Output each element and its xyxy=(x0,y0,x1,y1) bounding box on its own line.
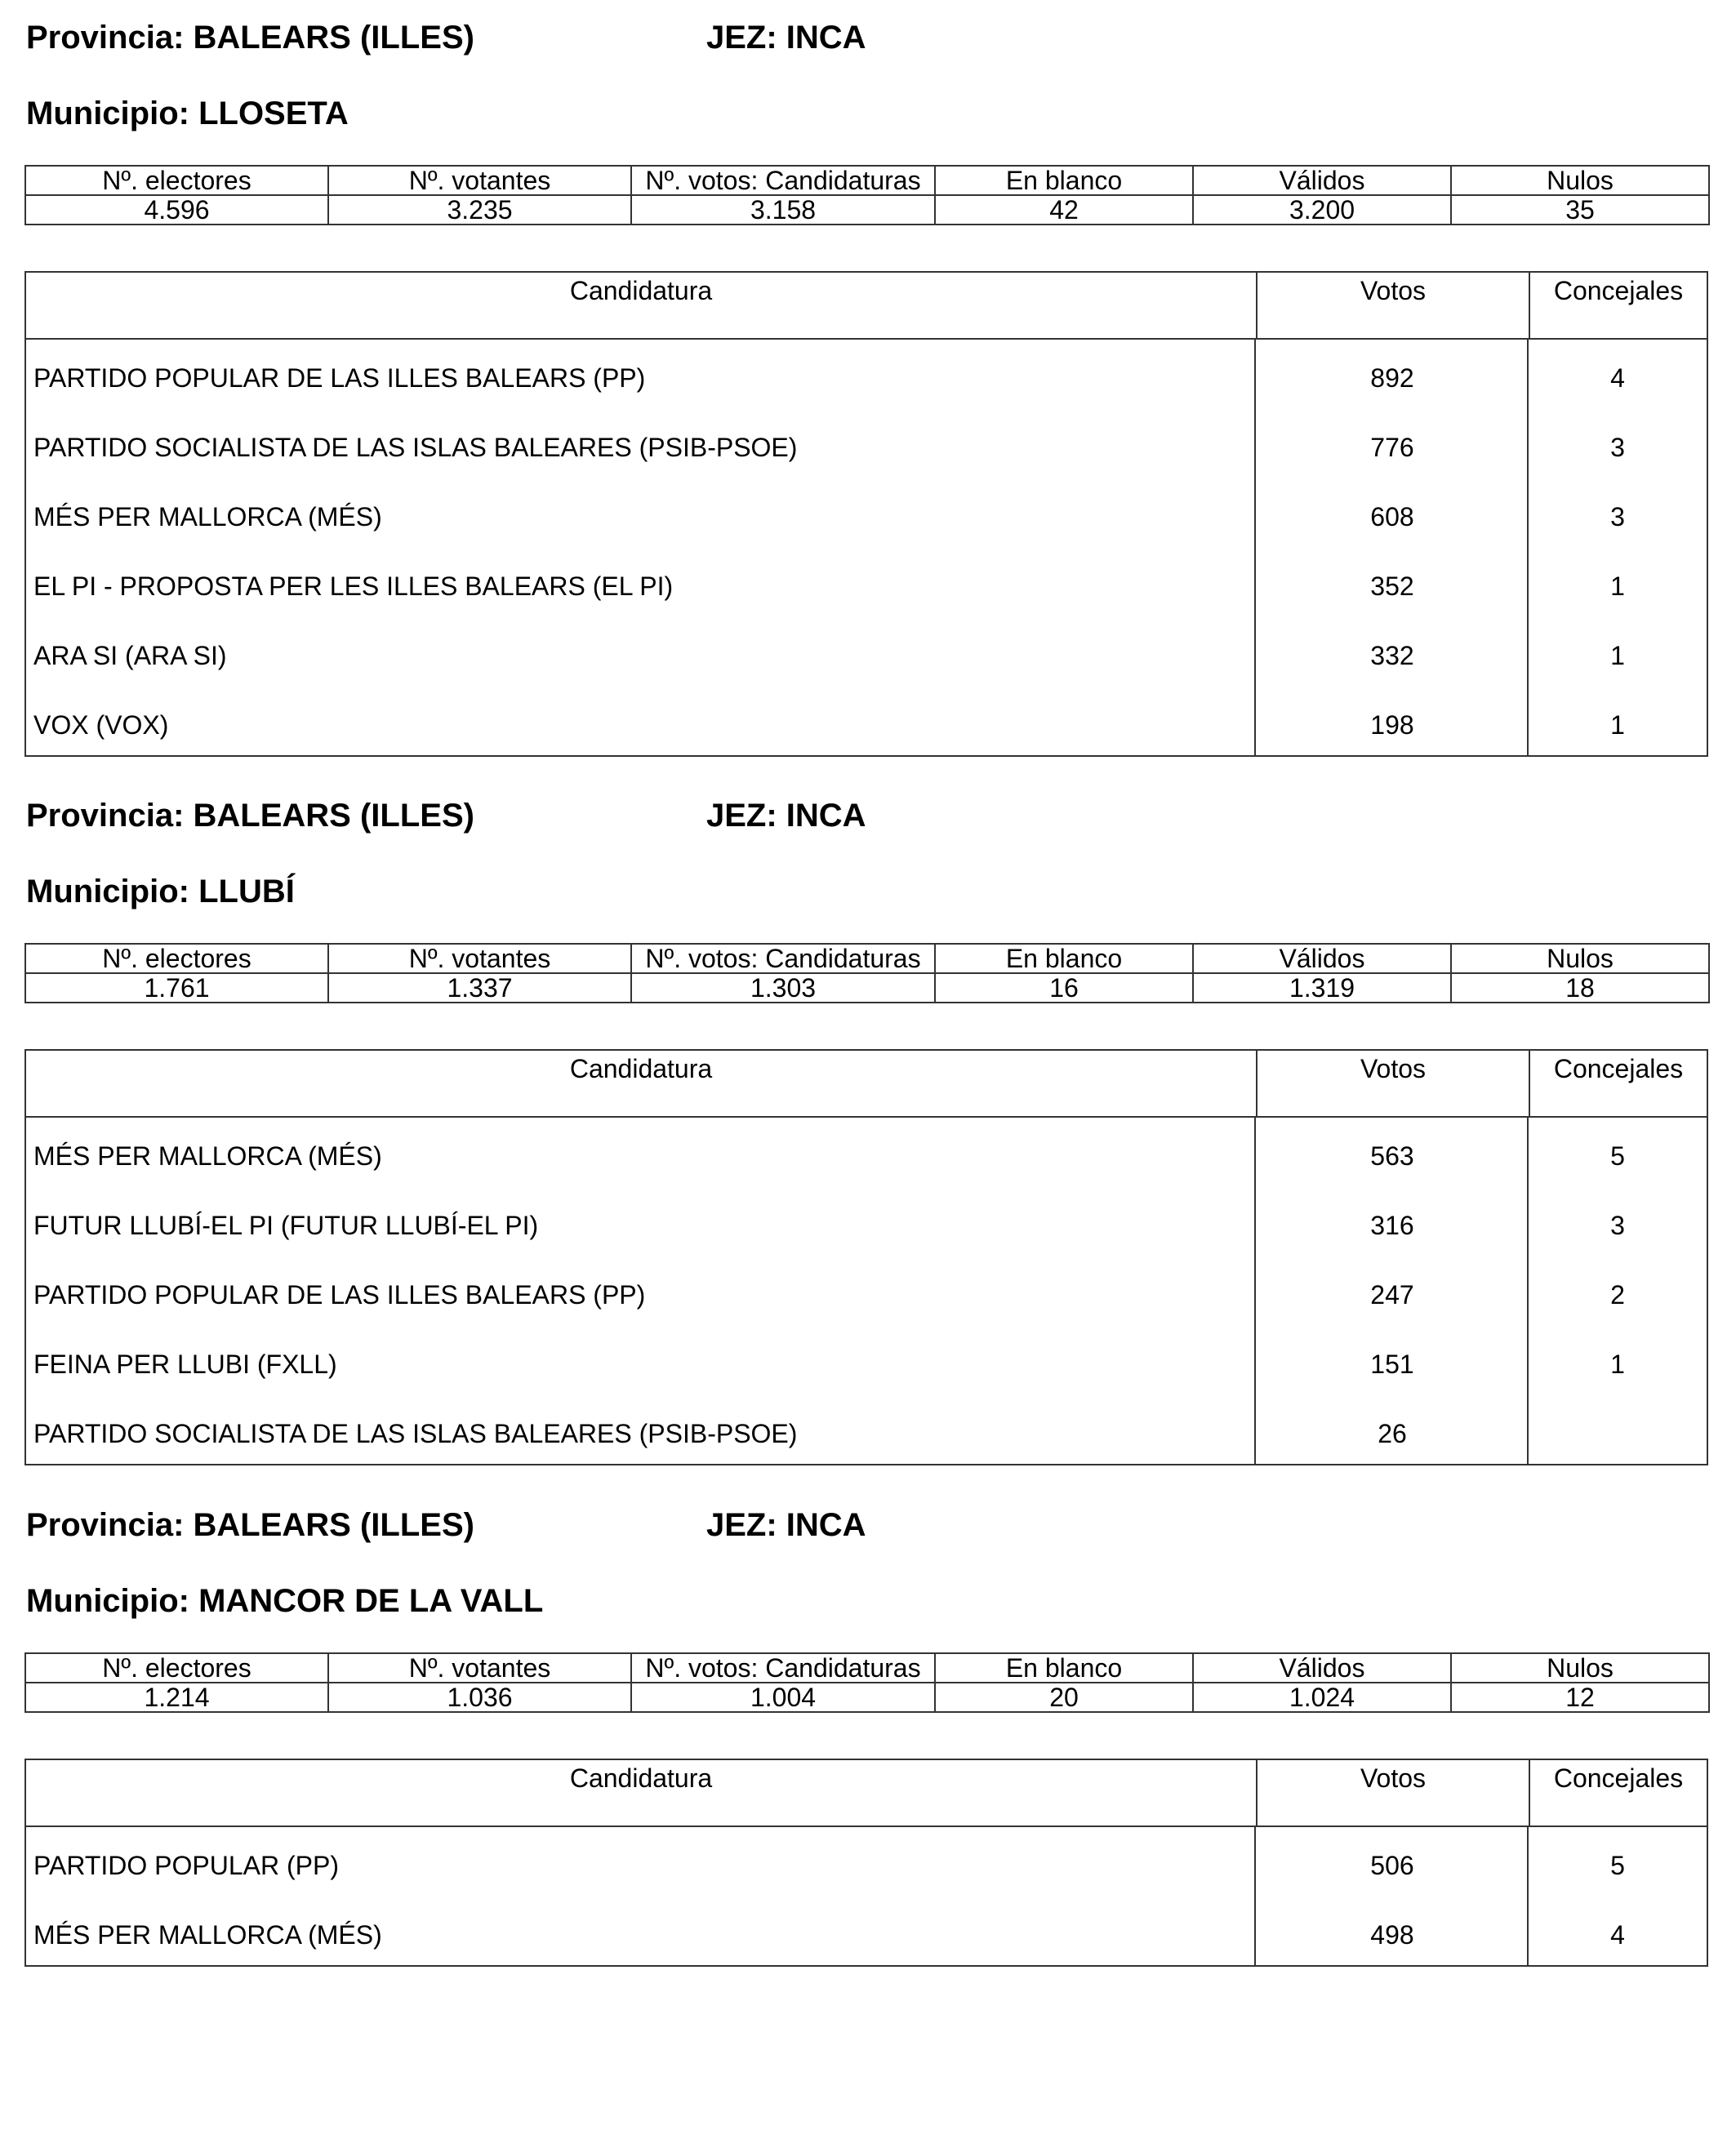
results-table xyxy=(24,1759,1708,1967)
results-header xyxy=(26,273,1707,340)
votos-value: 247 xyxy=(1370,1280,1414,1310)
value-votos-candidaturas: 3.158 xyxy=(631,195,935,225)
header-en-blanco: En blanco xyxy=(935,1653,1193,1683)
header-electores: Nº. electores xyxy=(25,166,328,195)
votos-value: 892 xyxy=(1370,363,1414,393)
candidatura-name: VOX (VOX) xyxy=(33,710,169,740)
header-candidatura: Candidatura xyxy=(569,1054,713,1083)
header-votos-candidaturas: Nº. votos: Candidaturas xyxy=(631,944,935,973)
table-row xyxy=(26,482,1707,552)
table-row xyxy=(26,1191,1707,1261)
votos-value: 563 xyxy=(1370,1141,1414,1171)
header-votos-candidaturas: Nº. votos: Candidaturas xyxy=(631,166,935,195)
header-concejales: Concejales xyxy=(1529,1760,1707,1825)
jez-label: JEZ: INCA xyxy=(706,1507,866,1543)
candidatura-name: PARTIDO POPULAR DE LAS ILLES BALEARS (PP) xyxy=(33,1280,646,1310)
candidatura-name: MÉS PER MALLORCA (MÉS) xyxy=(33,1920,382,1950)
table-row xyxy=(26,691,1707,760)
summary-header-row xyxy=(25,1653,1709,1683)
jez-label: JEZ: INCA xyxy=(706,798,866,834)
summary-value-row xyxy=(25,195,1709,225)
candidatura-name: MÉS PER MALLORCA (MÉS) xyxy=(33,1141,382,1171)
candidatura-name: PARTIDO POPULAR DE LAS ILLES BALEARS (PP) xyxy=(33,363,646,393)
summary-value-row xyxy=(25,973,1709,1003)
value-nulos: 18 xyxy=(1451,973,1709,1003)
header-nulos: Nulos xyxy=(1451,166,1709,195)
summary-value-row xyxy=(25,1683,1709,1712)
results-header xyxy=(26,1760,1707,1827)
value-votantes: 1.036 xyxy=(328,1683,631,1712)
value-validos: 3.200 xyxy=(1193,195,1451,225)
header-votantes: Nº. votantes xyxy=(328,944,631,973)
concejales-value: 1 xyxy=(1610,641,1625,670)
value-electores: 1.761 xyxy=(25,973,328,1003)
municipio-title: Municipio: LLOSETA xyxy=(26,96,349,131)
summary-header-row xyxy=(25,166,1709,195)
concejales-value: 3 xyxy=(1610,502,1625,531)
header-en-blanco: En blanco xyxy=(935,944,1193,973)
votos-value: 26 xyxy=(1378,1419,1407,1448)
summary-header-row xyxy=(25,944,1709,973)
header-electores: Nº. electores xyxy=(25,944,328,973)
header-votantes: Nº. votantes xyxy=(328,1653,631,1683)
municipio-title: Municipio: LLUBÍ xyxy=(26,874,295,909)
header-validos: Válidos xyxy=(1193,166,1451,195)
table-row xyxy=(26,1399,1707,1469)
jez-label: JEZ: INCA xyxy=(706,20,866,56)
candidatura-name: FUTUR LLUBÍ-EL PI (FUTUR LLUBÍ-EL PI) xyxy=(33,1211,539,1240)
candidatura-name: PARTIDO POPULAR (PP) xyxy=(33,1851,339,1880)
concejales-value: 5 xyxy=(1610,1141,1625,1171)
table-row xyxy=(26,1122,1707,1191)
header-nulos: Nulos xyxy=(1451,944,1709,973)
header-votos: Votos xyxy=(1256,1051,1529,1116)
concejales-value: 5 xyxy=(1610,1851,1625,1880)
votos-value: 198 xyxy=(1370,710,1414,740)
value-validos: 1.319 xyxy=(1193,973,1451,1003)
concejales-value: 1 xyxy=(1610,710,1625,740)
table-row xyxy=(26,413,1707,482)
candidatura-name: PARTIDO SOCIALISTA DE LAS ISLAS BALEARES (PSIB-PSOE) xyxy=(33,433,798,462)
summary-table xyxy=(24,165,1710,225)
results-table xyxy=(24,1049,1708,1465)
summary-table xyxy=(24,943,1710,1003)
candidatura-name: FEINA PER LLUBI (FXLL) xyxy=(33,1350,337,1379)
concejales-value: 4 xyxy=(1610,1920,1625,1950)
value-nulos: 12 xyxy=(1451,1683,1709,1712)
table-row xyxy=(26,1261,1707,1330)
header-votos-candidaturas: Nº. votos: Candidaturas xyxy=(631,1653,935,1683)
provincia-label: Provincia: BALEARS (ILLES) xyxy=(26,20,474,56)
header-concejales: Concejales xyxy=(1529,1051,1707,1116)
value-en-blanco: 42 xyxy=(935,195,1193,225)
votos-value: 776 xyxy=(1370,433,1414,462)
votos-value: 498 xyxy=(1370,1920,1414,1950)
provincia-header xyxy=(26,1505,866,1545)
concejales-value: 3 xyxy=(1610,1211,1625,1240)
provincia-header xyxy=(26,796,866,835)
concejales-value: 3 xyxy=(1610,433,1625,462)
provincia-label: Provincia: BALEARS (ILLES) xyxy=(26,798,474,834)
summary-table xyxy=(24,1652,1710,1713)
provincia-header xyxy=(26,18,866,57)
candidatura-name: PARTIDO SOCIALISTA DE LAS ISLAS BALEARES (PSIB-PSOE) xyxy=(33,1419,798,1448)
candidatura-name: MÉS PER MALLORCA (MÉS) xyxy=(33,502,382,531)
value-nulos: 35 xyxy=(1451,195,1709,225)
value-electores: 4.596 xyxy=(25,195,328,225)
header-candidatura: Candidatura xyxy=(569,1763,713,1793)
votos-value: 332 xyxy=(1370,641,1414,670)
table-row xyxy=(26,621,1707,691)
header-concejales: Concejales xyxy=(1529,273,1707,338)
header-validos: Válidos xyxy=(1193,1653,1451,1683)
value-votantes: 1.337 xyxy=(328,973,631,1003)
header-nulos: Nulos xyxy=(1451,1653,1709,1683)
value-en-blanco: 16 xyxy=(935,973,1193,1003)
results-header xyxy=(26,1051,1707,1118)
header-electores: Nº. electores xyxy=(25,1653,328,1683)
concejales-value: 1 xyxy=(1610,1350,1625,1379)
provincia-label: Provincia: BALEARS (ILLES) xyxy=(26,1507,474,1543)
candidatura-name: ARA SI (ARA SI) xyxy=(33,641,227,670)
value-electores: 1.214 xyxy=(25,1683,328,1712)
concejales-value: 2 xyxy=(1610,1280,1625,1310)
table-row xyxy=(26,344,1707,413)
value-votos-candidaturas: 1.303 xyxy=(631,973,935,1003)
table-row xyxy=(26,1831,1707,1901)
value-en-blanco: 20 xyxy=(935,1683,1193,1712)
votos-value: 151 xyxy=(1370,1350,1414,1379)
results-table xyxy=(24,271,1708,757)
header-en-blanco: En blanco xyxy=(935,166,1193,195)
candidatura-name: EL PI - PROPOSTA PER LES ILLES BALEARS (EL PI) xyxy=(33,571,674,601)
header-validos: Válidos xyxy=(1193,944,1451,973)
votos-value: 352 xyxy=(1370,571,1414,601)
votos-value: 316 xyxy=(1370,1211,1414,1240)
concejales-value: 1 xyxy=(1610,571,1625,601)
header-votantes: Nº. votantes xyxy=(328,166,631,195)
votos-value: 608 xyxy=(1370,502,1414,531)
votos-value: 506 xyxy=(1370,1851,1414,1880)
value-votos-candidaturas: 1.004 xyxy=(631,1683,935,1712)
value-validos: 1.024 xyxy=(1193,1683,1451,1712)
header-votos: Votos xyxy=(1256,273,1529,338)
municipio-title: Municipio: MANCOR DE LA VALL xyxy=(26,1583,544,1619)
concejales-value: 4 xyxy=(1610,363,1625,393)
concejales-value xyxy=(1529,1399,1707,1469)
table-row xyxy=(26,1330,1707,1399)
table-row xyxy=(26,552,1707,621)
value-votantes: 3.235 xyxy=(328,195,631,225)
header-votos: Votos xyxy=(1256,1760,1529,1825)
header-candidatura: Candidatura xyxy=(569,276,713,305)
table-row xyxy=(26,1901,1707,1970)
